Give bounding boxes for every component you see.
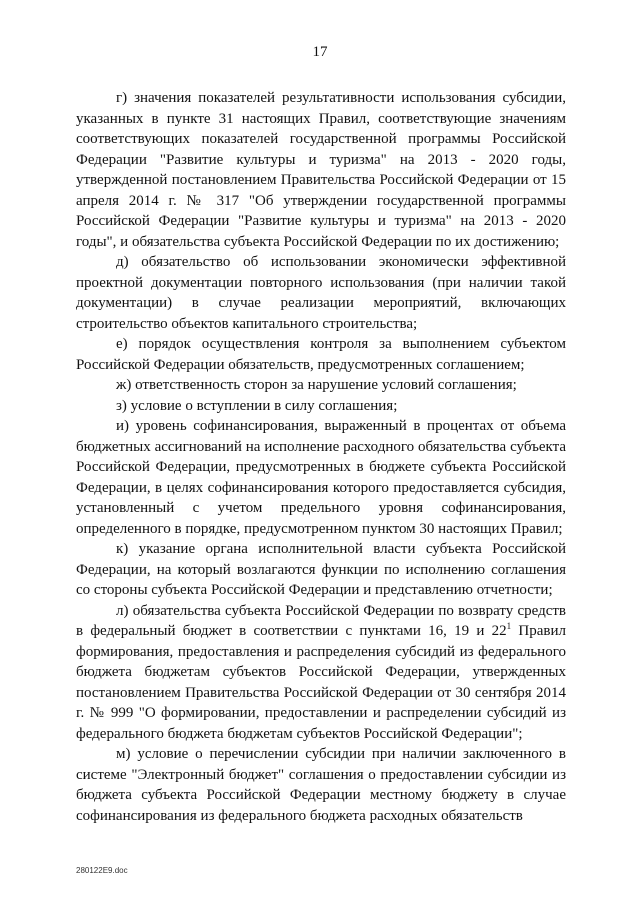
paragraph-i: и) уровень софинансирования, выраженный в процентах от объема бюджетных ассигнований на исполнение расходного обязательства субъекта Российской Федерации, предусмотренных в бюджете субъекта Российской Федерации, в целях софинансирования которого предоставляется субсидия, установленный с учетом предельного уровня софинансирования, определенного в порядке, предусмотренном пунктом 30 настоящих Правил; [76, 418, 566, 537]
paragraph-l [76, 601, 566, 745]
paragraph-d: д) обязательство об использовании экономически эффективной проектной документации повторного использования (при наличии такой документации) в случае реализации мероприятий, включающих строительство объектов капитального строительства; [76, 254, 566, 332]
document-body [76, 88, 566, 826]
paragraph-e: е) порядок осуществления контроля за выполнением субъектом Российской Федерации обязательств, предусмотренных соглашением; [76, 336, 566, 373]
file-name-footer: 280122E9.doc [76, 866, 128, 875]
paragraph-l-text-end: Правил формирования, предоставления и распределения субсидий из федерального бюджета бюджетам субъектов Российской Федерации, утвержденных постановлением Правительства Российской Федерации от 30 сентября 2014 г. № 999 "О формировании, предоставлении и распределении субсидий из федерального бюджета бюджетам субъектов Российской Федерации"; [76, 623, 566, 742]
page-number: 17 [312, 44, 328, 60]
paragraph-k: к) указание органа исполнительной власти субъекта Российской Федерации, на который возлагаются функции по исполнению соглашения со стороны субъекта Российской Федерации и представлению отчетности; [76, 541, 566, 598]
paragraph-g: г) значения показателей результативности использования субсидии, указанных в пункте 31 настоящих Правил, соответствующие значениям соответствующих показателей государственной программы Российской Федерации "Развитие культуры и туризма" на 2013 - 2020 годы, утвержденной постановлением Правительства Российской Федерации от 15 апреля 2014 г. № 317 "Об утверждении государственной программы Российской Федерации "Развитие культуры и туризма" на 2013 - 2020 годы", и обязательства субъекта Российской Федерации по их достижению; [76, 90, 566, 250]
footnote-superscript: 1 [506, 621, 512, 631]
paragraph-z: з) условие о вступлении в силу соглашения; [116, 397, 398, 414]
paragraph-l-text-start: л) обязательства субъекта Российской Федерации по возврату средств в федеральный бюджет в соответствии с пунктами 16, 19 и 22 [76, 602, 566, 639]
paragraph-zh: ж) ответственность сторон за нарушение условий соглашения; [116, 377, 517, 393]
paragraph-m: м) условие о перечислении субсидии при наличии заключенного в системе "Электронный бюджет" соглашения о предоставлении субсидии из бюджета субъекта Российской Федерации местному бюджету в случае софинансирования из федерального бюджета расходных обязательств [76, 746, 566, 824]
